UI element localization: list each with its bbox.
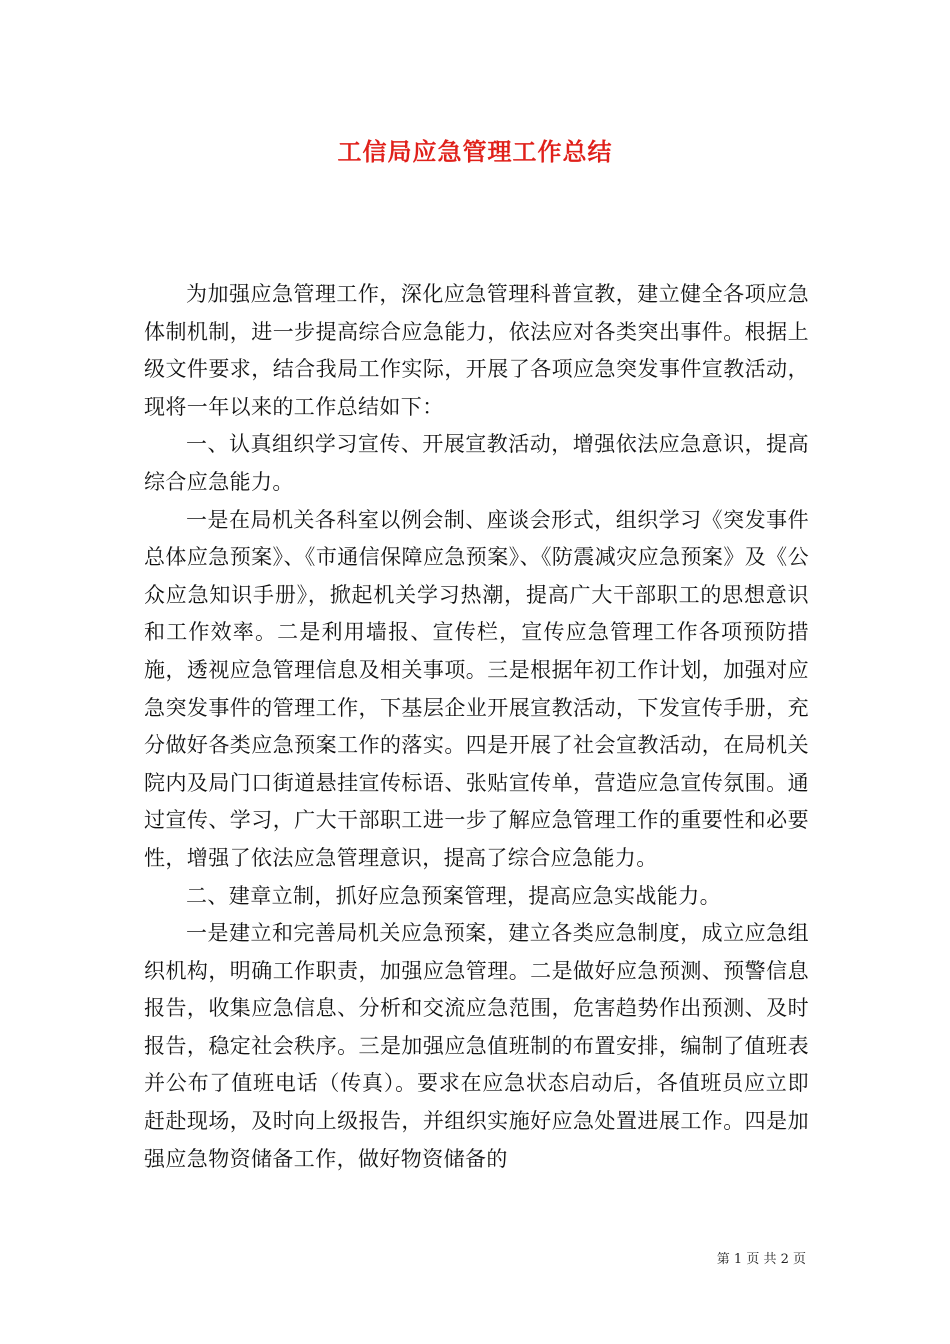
document-title: 工信局应急管理工作总结 — [337, 137, 613, 166]
page-number-footer: 第 1 页 共 2 页 — [716, 1252, 806, 1267]
paragraph-intro: 为加强应急管理工作，深化应急管理科普宣教，建立健全各项应急体制机制，进一步提高综合应急能力，依法应对各类突出事件。根据上级文件要求，结合我局工作实际，开展了各项应急突发事件宣教活动，现将一年以来的工作总结如下： — [144, 282, 809, 419]
paragraph-section-2: 一是建立和完善局机关应急预案，建立各类应急制度，成立应急组织机构，明确工作职责，加强应急管理。二是做好应急预测、预警信息报告，收集应急信息、分析和交流应急范围，危害趋势作出预测、及时报告，稳定社会秩序。三是加强应急值班制的布置安排，编制了值班表并公布了值班电话（传真）。要求在应急状态启动后，各值班员应立即赶赴现场，及时向上级报告，并组织实施好应急处置进展工作。四是加强应急物资储备工作，做好物资储备的 — [144, 921, 809, 1171]
paragraph-section-1: 一是在局机关各科室以例会制、座谈会形式，组织学习《突发事件总体应急预案》、《市通信保障应急预案》、《防震减灾应急预案》及《公众应急知识手册》，掀起机关学习热潮，提高广大干部职工的思想意识和工作效率。二是利用墙报、宣传栏，宣传应急管理工作各项预防措施，透视应急管理信息及相关事项。三是根据年初工作计划，加强对应急突发事件的管理工作，下基层企业开展宣教活动，下发宣传手册，充分做好各类应急预案工作的落实。四是开展了社会宣教活动，在局机关院内及局门口街道悬挂宣传标语、张贴宣传单，营造应急宣传氛围。通过宣传、学习，广大干部职工进一步了解应急管理工作的重要性和必要性，增强了依法应急管理意识，提高了综合应急能力。 — [144, 507, 809, 870]
section-heading-1: 一、认真组织学习宣传、开展宣教活动，增强依法应急意识，提高综合应急能力。 — [144, 432, 809, 494]
document-body — [144, 276, 809, 1178]
section-heading-2: 二、建章立制，抓好应急预案管理，提高应急实战能力。 — [186, 883, 721, 908]
